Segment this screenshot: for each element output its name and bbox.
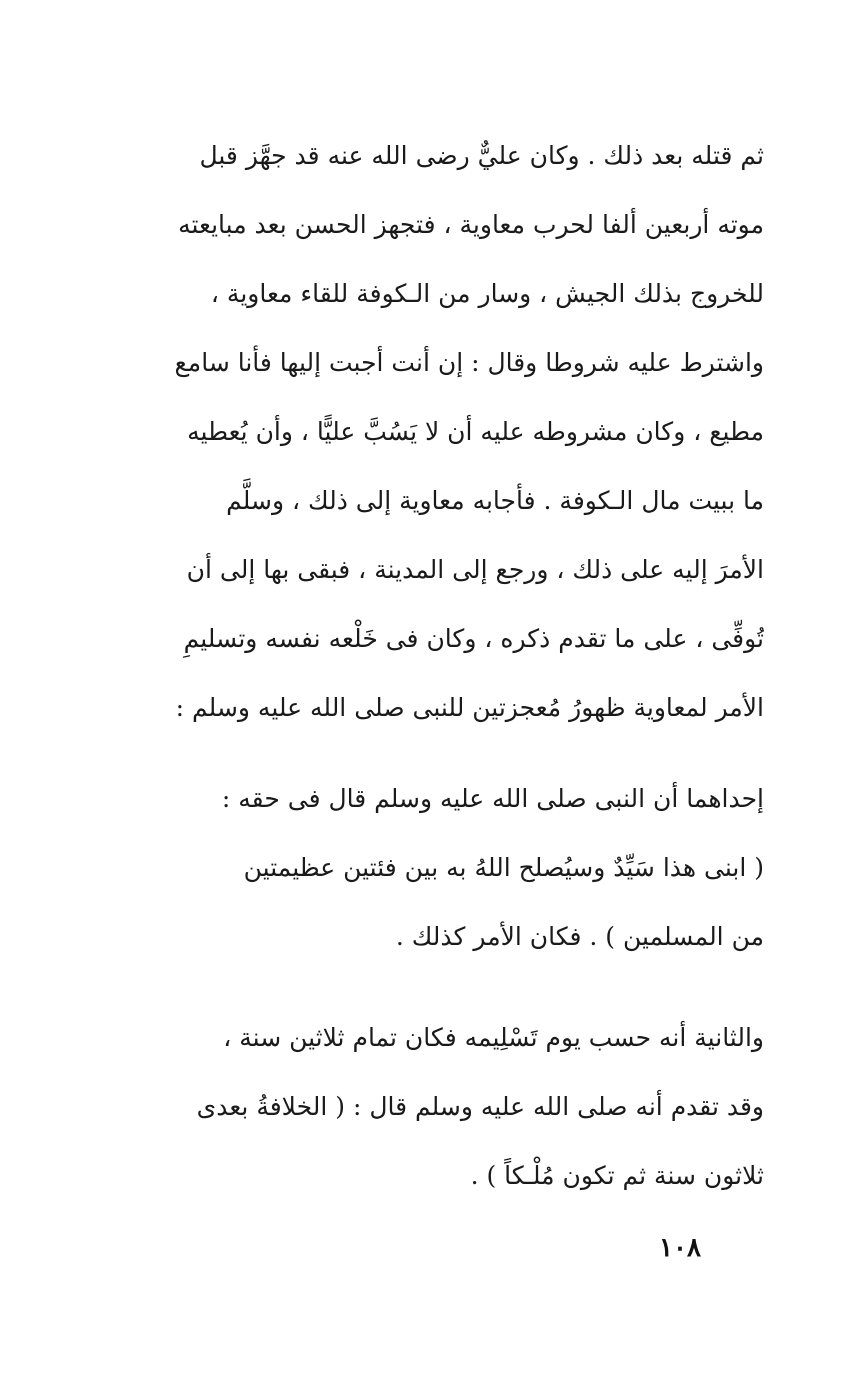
paragraph-3 [92, 1003, 764, 1210]
paragraph-line: واشترط عليه شروطا وقال : إن أنت أجبت إليها فأنا سامع [174, 348, 764, 377]
paragraph-line: موته أربعين ألفا لحرب معاوية ، فتجهز الحسن بعد مبايعته [178, 210, 764, 239]
paragraph-line: إحداهما أن النبى صلى الله عليه وسلم قال فى حقه : [221, 784, 764, 813]
page-number: ١٠٨ [659, 1233, 701, 1263]
paragraph-line: ثم قتله بعد ذلك . وكان عليٌّ رضى الله عنه قد جهَّز قبل [199, 141, 764, 170]
paragraph-line: ( ابنى هذا سَيِّدٌ وسيُصلح اللهُ به بين فئتين عظيمتين [243, 853, 764, 882]
paragraph-2 [92, 764, 764, 971]
paragraph-line: وقد تقدم أنه صلى الله عليه وسلم قال : ( الخلافةُ بعدى [196, 1092, 764, 1121]
paragraph-line: من المسلمين ) . فكان الأمر كذلك . [395, 922, 764, 951]
paragraph-line: ثلاثون سنة ثم تكون مُلْـكاً ) . [470, 1161, 764, 1190]
paragraph-line: للخروج بذلك الجيش ، وسار من الـكوفة للقاء معاوية ، [210, 279, 764, 308]
paragraph-1 [92, 121, 764, 742]
paragraph-line: تُوفِّى ، على ما تقدم ذكره ، وكان فى خَلْعه نفسه وتسليمِ [183, 624, 764, 653]
paragraph-line: الأمرَ إليه على ذلك ، ورجع إلى المدينة ، فبقى بها إلى أن [186, 555, 764, 584]
paragraph-line: والثانية أنه حسب يوم تَسْلِيمه فكان تمام ثلاثين سنة ، [223, 1023, 764, 1052]
paragraph-line: مطيع ، وكان مشروطه عليه أن لا يَسُبَّ عليًّا ، وأن يُعطيه [187, 417, 764, 446]
paragraph-line: ما ببيت مال الـكوفة . فأجابه معاوية إلى ذلك ، وسلَّم [226, 486, 764, 515]
paragraph-line: الأمر لمعاوية ظهورُ مُعجزتين للنبى صلى الله عليه وسلم : [175, 693, 764, 722]
